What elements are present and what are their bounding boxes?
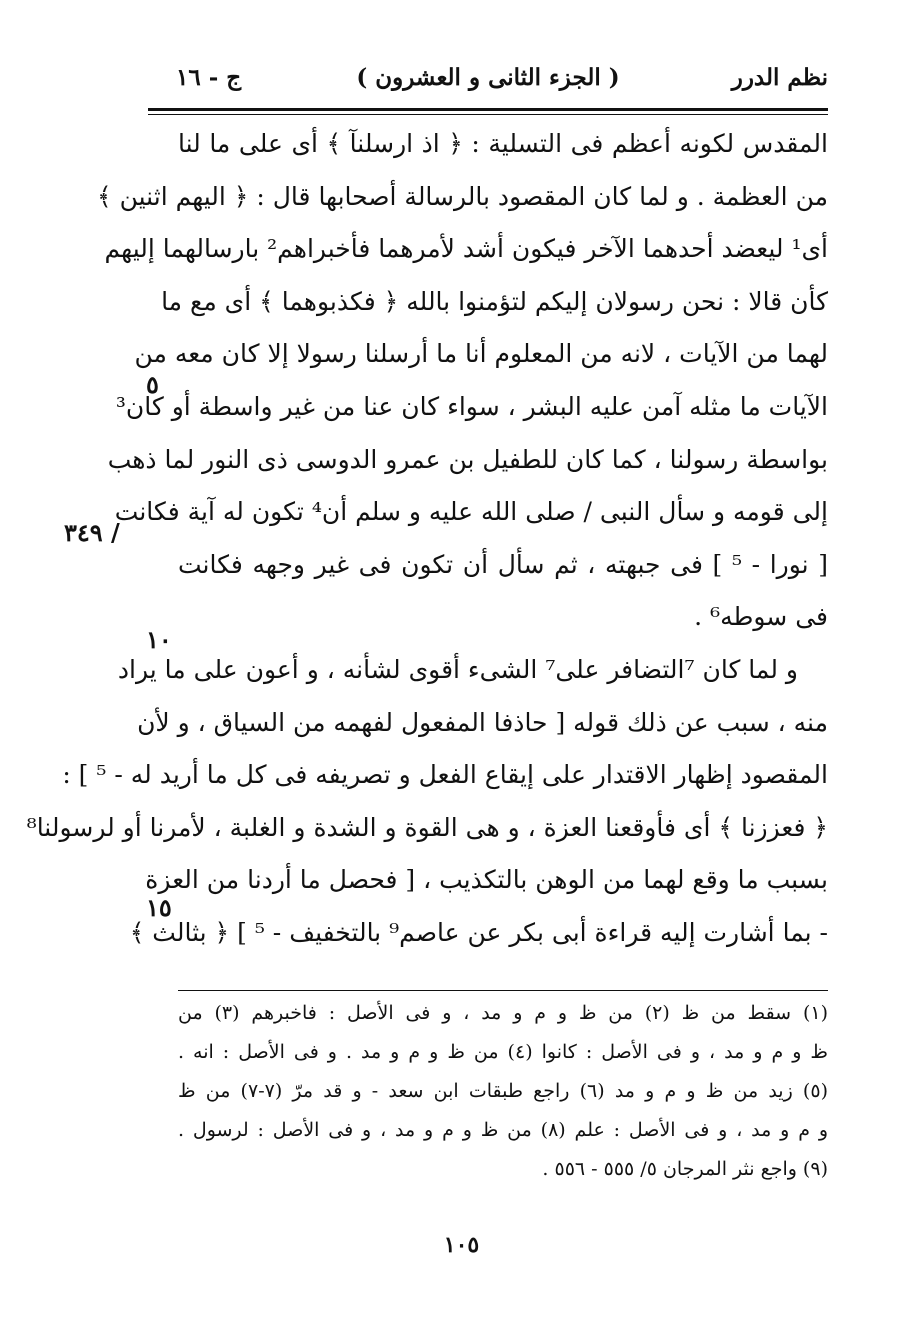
text-line: ﴿ فعززنا ﴾ أى فأوقعنا العزة ، و هى القوة و الشدة و الغلبة ، لأمرنا أو لرسولنا⁸ bbox=[26, 812, 828, 842]
folio-marker: / ٣٤٩ bbox=[64, 518, 120, 547]
text-line: و لما كان ⁷التضافر على⁷ الشىء أقوى لشأنه ، و أعون على ما يراد bbox=[117, 654, 798, 684]
page-number: ١٠٥ bbox=[443, 1232, 480, 1258]
header-rule-thin bbox=[148, 114, 828, 115]
text-line: - بما أشارت إليه قراءة أبى بكر عن عاصم⁹ بالتخفيف - ⁵ ] ﴿ بثالث ﴾ bbox=[129, 917, 828, 947]
footnote-line: و م و مد ، و فى الأصل : علم (٨) من ظ و م و مد ، و فى الأصل : لرسول . bbox=[178, 1119, 828, 1141]
footnote-line: (٩) واجع نثر المرجان ٥/ ٥٥٥ - ٥٥٦ . bbox=[542, 1158, 828, 1180]
text-line: بسبب ما وقع لهما من الوهن بالتكذيب ، [ فحصل ما أردنا من العزة bbox=[145, 865, 828, 895]
text-line: الآيات ما مثله آمن عليه البشر ، سواء كان عنا من غير واسطة أو كان³ bbox=[115, 391, 828, 421]
line-number-15: ١٥ bbox=[146, 893, 172, 922]
footnote-separator bbox=[178, 990, 828, 991]
header-rule-thick bbox=[148, 108, 828, 111]
text-line: المقدس لكونه أعظم فى التسلية : ﴿ اذ ارسلنآ ﴾ أى على ما لنا bbox=[178, 129, 828, 158]
text-line: من العظمة . و لما كان المقصود بالرسالة أصحابها قال : ﴿ اليهم اثنين ﴾ bbox=[97, 181, 828, 211]
line-number-5: ٥ bbox=[146, 370, 159, 399]
text-line: أى¹ ليعضد أحدهما الآخر فيكون أشد لأمرهما فأخبراهم² بارسالهما إليهم bbox=[104, 234, 828, 264]
running-header bbox=[148, 58, 828, 98]
text-line: المقصود إظهار الاقتدار على إيقاع الفعل و تصريفه فى كل ما أريد له - ⁵ ] : bbox=[62, 760, 828, 790]
volume-reference: ج - ١٦ bbox=[176, 64, 242, 91]
book-title: نظم الدرر bbox=[731, 64, 828, 91]
text-line: فى سوطه⁶ . bbox=[694, 602, 828, 632]
text-line: كأن قالا : نحن رسولان إليكم لتؤمنوا بالله ﴿ فكذبوهما ﴾ أى مع ما bbox=[161, 286, 828, 316]
part-title: ( الجزء الثانى و العشرون ) bbox=[356, 64, 620, 91]
footnotes bbox=[178, 994, 828, 1189]
line-number-10: ١٠ bbox=[146, 625, 172, 654]
footnote-line: (١) سقط من ظ (٢) من ظ و م و مد ، و فى الأصل : فاخبرهم (٣) من bbox=[178, 1002, 828, 1024]
text-line: منه ، سبب عن ذلك قوله [ حاذفا المفعول لفهمه من السياق ، و لأن bbox=[137, 707, 828, 737]
text-line: [ نورا - ⁵ ] فى جبهته ، ثم سأل أن تكون فى غير وجهه فكانت bbox=[178, 549, 828, 579]
footnote-line: ظ و م و مد ، و فى الأصل : كانوا (٤) من ظ و م و مد . و فى الأصل : انه . bbox=[178, 1041, 829, 1063]
footnote-line: (٥) زيد من ظ و م و مد (٦) راجع طبقات ابن سعد - و قد مرّ (٧-٧) من ظ bbox=[178, 1080, 828, 1102]
text-line: لهما من الآيات ، لانه من المعلوم أنا ما أرسلنا رسولا إلا كان معه من bbox=[134, 339, 828, 369]
text-line: إلى قومه و سأل النبى / صلى الله عليه و سلم أن⁴ تكون له آية فكانت bbox=[114, 497, 828, 527]
text-line: بواسطة رسولنا ، كما كان للطفيل بن عمرو الدوسى ذى النور لما ذهب bbox=[107, 444, 828, 474]
